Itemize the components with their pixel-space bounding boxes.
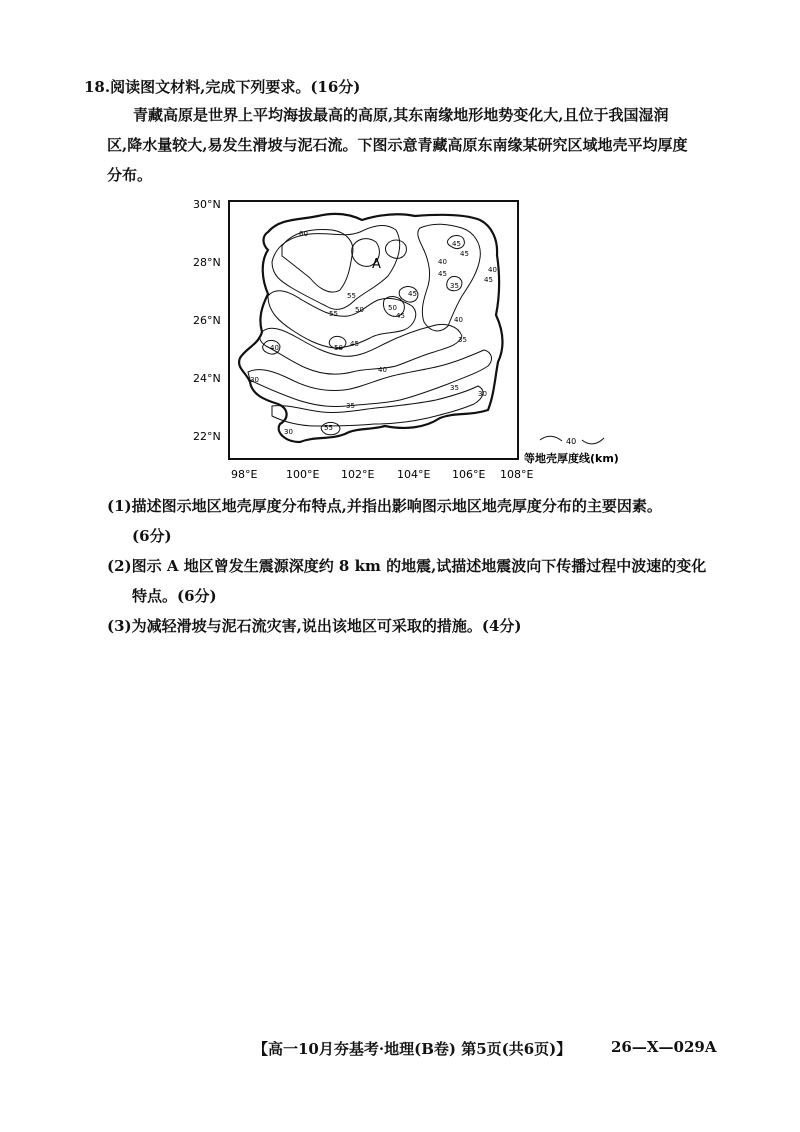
lat-label-30n: 30°N [193, 198, 221, 211]
contour-label: 45 [460, 250, 469, 258]
lon-label-104e: 104°E [397, 468, 431, 480]
contour-label: 50 [388, 304, 397, 312]
contour-label: 35 [450, 384, 459, 392]
map-frame [229, 201, 518, 459]
contour-label: 55 [329, 310, 338, 318]
contour-label: 40 [454, 316, 463, 324]
lon-label-106e: 106°E [452, 468, 486, 480]
legend-value: 40 [566, 437, 577, 446]
contour-label: 30 [250, 376, 259, 384]
footer-page-info: 【高一10月夯基考·地理(B卷) 第5页(共6页)】 [253, 1040, 572, 1058]
crust-thickness-map [0, 0, 800, 480]
contour-label: 55 [324, 424, 333, 432]
contour-label: 50 [334, 344, 343, 352]
sub-question-1-line-1: (1)描述图示地区地壳厚度分布特点,并指出影响图示地区地壳厚度分布的主要因素。 [107, 497, 662, 515]
contour-label: 30 [478, 390, 487, 398]
contour-label: 40 [270, 344, 279, 352]
lon-label-98e: 98°E [231, 468, 258, 480]
lat-label-24n: 24°N [193, 372, 221, 385]
contour-label: 35 [458, 336, 467, 344]
contour-label: 30 [284, 428, 293, 436]
contour-label: 40 [438, 258, 447, 266]
contour-label: 45 [484, 276, 493, 284]
contour-label: 45 [396, 312, 405, 320]
contour-60 [282, 230, 353, 293]
point-a-label: A [372, 257, 381, 272]
contour-label: 40 [488, 266, 497, 274]
sub-question-2-line-1: (2)图示 A 地区曾发生震源深度约 8 km 的地震,试描述地震波向下传播过程中波速的变化 [107, 557, 707, 575]
contour-label: 50 [355, 306, 364, 314]
contour-label: 45 [438, 270, 447, 278]
lon-label-108e: 108°E [500, 468, 534, 480]
lat-label-22n: 22°N [193, 430, 221, 443]
contour-label: 40 [378, 366, 387, 374]
lat-label-28n: 28°N [193, 256, 221, 269]
contour-label: 35 [450, 282, 459, 290]
contour-label: 45 [452, 240, 461, 248]
contour-label: 60 [299, 230, 308, 238]
contour-small-b [385, 240, 406, 258]
sub-question-2-line-2: 特点。(6分) [132, 587, 217, 605]
material-line-3: 分布。 [107, 166, 153, 184]
material-line-2: 区,降水量较大,易发生滑坡与泥石流。下图示意青藏高原东南缘某研究区域地壳平均厚度 [107, 136, 688, 154]
footer-code: 26—X—029A [611, 1038, 717, 1056]
question-title: 18.阅读图文材料,完成下列要求。(16分) [84, 78, 361, 96]
material-line-1: 青藏高原是世界上平均海拔最高的高原,其东南缘地形地势变化大,且位于我国湿润 [133, 106, 669, 124]
contour-45 [260, 324, 462, 374]
contour-label: 45 [350, 340, 359, 348]
contour-label: 55 [347, 292, 356, 300]
lon-label-100e: 100°E [286, 468, 320, 480]
contour-40 [248, 350, 491, 407]
contour-label: 45 [408, 290, 417, 298]
contour-35 [272, 386, 483, 426]
contour-label: 35 [346, 402, 355, 410]
lat-label-26n: 26°N [193, 314, 221, 327]
legend-label: 等地壳厚度线(km) [524, 452, 619, 465]
sub-question-1-line-2: (6分) [132, 527, 172, 545]
lon-label-102e: 102°E [341, 468, 375, 480]
contour-right-band [418, 224, 480, 331]
sub-question-3: (3)为减轻滑坡与泥石流灾害,说出该地区可采取的措施。(4分) [107, 617, 522, 635]
